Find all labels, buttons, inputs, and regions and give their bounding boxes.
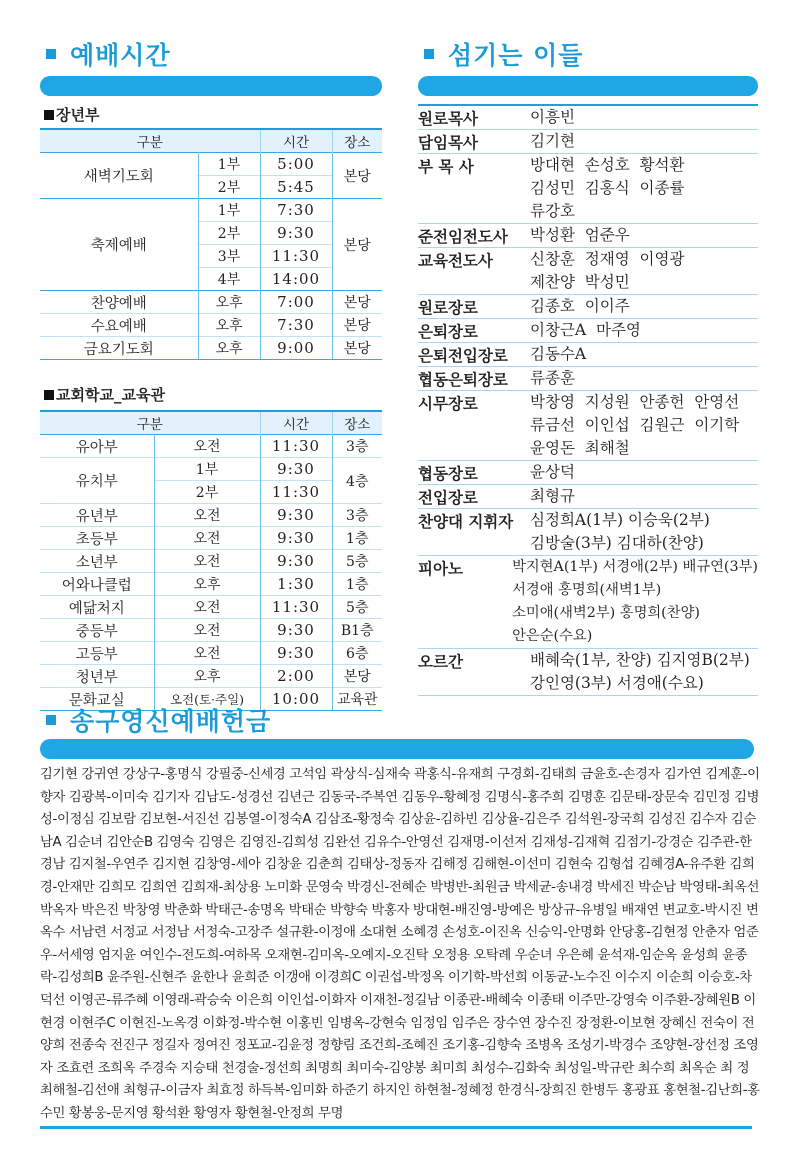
worship-title-bar [40, 76, 382, 96]
role-name-line: 이창근A 마주영 [530, 321, 641, 339]
ministers-title-bar [418, 76, 758, 96]
dept-place: 1층 [332, 527, 382, 550]
role-name-line: 이흥빈 [530, 108, 575, 126]
dept-time: 9:30 [260, 619, 332, 642]
dept-place: 5층 [332, 596, 382, 619]
role-title: 찬양대 지휘자 [418, 513, 514, 531]
role-names [530, 509, 758, 555]
dept-time: 2:00 [260, 665, 332, 688]
role-name-line: 류금선 이인섭 김원근 이기학 [530, 416, 740, 434]
dept-part: 2부 [154, 481, 260, 504]
dept-name: 예닮처지 [40, 596, 154, 619]
role-name-line: 소미애(새벽2부) 홍명희(찬양) [512, 605, 700, 621]
service-place: 본당 [332, 291, 382, 314]
role-names [530, 391, 758, 460]
dept-part: 오후 [154, 665, 260, 688]
offering-section-title [46, 702, 271, 738]
service-part: 2부 [198, 176, 260, 199]
minister-role-row [418, 295, 758, 319]
section-square-icon [424, 49, 434, 59]
role-names [530, 367, 758, 390]
service-name: 금요기도회 [40, 337, 198, 360]
service-part: 4부 [198, 268, 260, 291]
dept-place: B1층 [332, 619, 382, 642]
dept-part: 오전 [154, 550, 260, 573]
offering-donor-names: 김기현 강귀연 강상구-홍명식 강필중-신세경 고석임 곽상식-심재숙 곽홍식-유재희 구경회-김태희 금윤호-손경자 김가연 김계훈-이향자 김광복-이미숙 김기자 김남도-성경선 김년근 김동국-주복연 김동우-황혜정 김명식-홍주희 김명훈 김문태-장문숙 김민정 김병성-이정심 김보람 김보현-서진선 김봉열-이정숙A 김삼조-황정숙 김상윤-김하빈 김상율-김은주 김석원-장국희 김성진 김수자 김순남A 김순녀 김안순B 김영숙 김영은 김영진-김희성 김완선 김유수-안영선 김재명-이선저 김재성-김재혁 김점기-강경순 김주관-한경남 김지철-우연주 김지현 김창영-세아 김창윤 김춘희 김태상-정동자 김해정 김해현-이선미 김현숙 김형섭 김혜경A-유주환 김희경-안재만 김희모 김희연 김희재-최상용 노미화 문영숙 박경신-전혜순 박병반-최원금 박세균-송내경 박세진 박순남 박영태-최옥선 박옥자 박은진 박창영 박춘화 박태근-송명옥 박태순 박향숙 박홍자 방대현-배진영-방예은 방상규-유병일 배재연 변교호-박시진 변옥수 서남련 서정교 서정남 서정숙-고장주 설규환-이정애 소대현 소혜경 손성호-이진옥 신승익-안명화 안당홍-김현정 안춘자 엄준우-서세영 엄지윤 여인수-전도희-여하목 오재현-김미옥-오예지-오진탁 오정용 오탁례 우순녀 우은혜 윤석재-임순옥 윤성희 윤종락-김성희B 윤주원-신현주 윤한나 윤희준 이갱애 이경희C 이권섭-박정옥 이기학-박선희 이동균-노수진 이수지 이순희 이승호-차덕선 이영곤-류주혜 이영래-곽승숙 이은희 이인섭-이화자 이재천-정길남 이종관-배혜숙 이종태 이주만-강영숙 이주환-장혜원B 이현경 이현주C 이현진-노옥경 이화정-박수현 이홍빈 임병옥-강현숙 임정임 임주은 장수연 장수진 장정환-이보현 장혜신 전숙이 전양희 전종숙 전진구 정길자 정여진 정포교-김윤정 정향림 조건희-조혜진 조기홍-김향숙 조병옥 조성기-박경수 조양현-장선정 조영자 조효련 조희옥 주경숙 지승태 천경술-정선희 최명희 최미숙-김양봉 최미희 최성수-김화숙 최성일-박규란 최수희 최옥순 최 정 최해철-김선애 최형규-이금자 최효정 하득복-임미화 하준기 하지인 하현철-정혜정 한경식-장희진 한병두 홍광표 홍현철-김난희-홍수민 황봉웅-문지영 황석환 황영자 황현철-안정희 무명 [40, 767, 760, 1121]
school-heading [44, 384, 165, 405]
service-place: 본당 [332, 153, 382, 199]
role-title: 협동장로 [418, 465, 478, 483]
service-place: 본당 [332, 314, 382, 337]
dept-part: 오전 [154, 596, 260, 619]
service-time: 14:00 [260, 268, 332, 291]
dept-place: 4층 [332, 458, 382, 504]
role-names [530, 224, 758, 247]
role-name-line: 류종훈 [530, 369, 575, 387]
bottom-divider [40, 1126, 752, 1129]
service-time: 9:30 [260, 222, 332, 245]
service-time: 9:00 [260, 337, 332, 360]
role-title: 교육전도사 [418, 252, 493, 270]
header-time: 시간 [260, 411, 332, 435]
role-title: 은퇴전입장로 [418, 347, 508, 365]
header-category: 구분 [40, 411, 260, 435]
dept-time: 1:30 [260, 573, 332, 596]
role-name-line: 방대현 손성호 황석환 [530, 156, 685, 174]
dept-name: 문화교실 [40, 688, 154, 711]
dept-name: 소년부 [40, 550, 154, 573]
role-title: 부 목 사 [418, 158, 474, 176]
service-name: 수요예배 [40, 314, 198, 337]
role-names [512, 556, 758, 648]
role-name-line: 윤상덕 [530, 463, 575, 481]
role-name-line: 김동수A [530, 345, 587, 363]
dept-part: 오전 [154, 642, 260, 665]
minister-role-row [418, 509, 758, 556]
role-names [530, 485, 758, 508]
dept-part: 오전(토·주일) [154, 688, 260, 711]
role-name-line: 심정희A(1부) 이승욱(2부) [530, 511, 710, 529]
service-name: 축제예배 [40, 199, 198, 291]
role-names [530, 343, 758, 366]
service-part: 1부 [198, 153, 260, 176]
worship-section-title [46, 36, 171, 72]
dept-time: 11:30 [260, 435, 332, 458]
school-heading-text: 교회학교_교육관 [56, 386, 165, 404]
role-names [530, 319, 758, 342]
minister-role-row [418, 391, 758, 461]
dept-name: 유년부 [40, 504, 154, 527]
role-name-line: 서경애 홍명희(새벽1부) [512, 582, 662, 598]
adult-schedule-table [40, 128, 382, 360]
dept-time: 11:30 [260, 481, 332, 504]
dept-part: 1부 [154, 458, 260, 481]
header-place: 장소 [332, 411, 382, 435]
service-time: 7:30 [260, 314, 332, 337]
section-square-icon [46, 715, 56, 725]
role-title: 시무장로 [418, 395, 478, 413]
minister-role-row [418, 367, 758, 391]
service-part: 2부 [198, 222, 260, 245]
dept-part: 오전 [154, 504, 260, 527]
role-title: 오르간 [418, 653, 463, 671]
service-time: 7:00 [260, 291, 332, 314]
dept-part: 오후 [154, 573, 260, 596]
service-time: 5:00 [260, 153, 332, 176]
dept-time: 10:00 [260, 688, 332, 711]
minister-role-row [418, 224, 758, 248]
role-name-line: 최형규 [530, 487, 575, 505]
header-category: 구분 [40, 129, 260, 153]
role-title: 원로목사 [418, 110, 478, 128]
minister-role-row [418, 248, 758, 295]
ministers-list [418, 104, 758, 696]
dept-name: 중등부 [40, 619, 154, 642]
heading-square-icon [44, 110, 54, 120]
dept-name: 유치부 [40, 458, 154, 504]
role-title: 원로장로 [418, 299, 478, 317]
heading-square-icon [44, 390, 54, 400]
role-title: 준전임전도사 [418, 228, 508, 246]
role-name-line: 신창훈 정재영 이영광 [530, 250, 685, 268]
role-title: 협동은퇴장로 [418, 371, 508, 389]
role-name-line: 김기현 [530, 132, 575, 150]
dept-part: 오전 [154, 619, 260, 642]
minister-role-row [418, 130, 758, 154]
dept-place: 5층 [332, 550, 382, 573]
ministers-title-text: 섬기는 이들 [448, 41, 584, 70]
service-place: 본당 [332, 337, 382, 360]
dept-part: 오전 [154, 527, 260, 550]
role-name-line: 박창영 지성원 안종헌 안영선 [530, 393, 740, 411]
dept-name: 고등부 [40, 642, 154, 665]
minister-role-row [418, 556, 758, 649]
role-name-line: 류강호 [530, 202, 575, 220]
role-title: 은퇴장로 [418, 323, 478, 341]
role-name-line: 김종호 이이주 [530, 297, 630, 315]
header-place: 장소 [332, 129, 382, 153]
dept-part: 오전 [154, 435, 260, 458]
minister-role-row [418, 154, 758, 224]
adult-heading [44, 104, 99, 125]
role-name-line: 윤영돈 최해철 [530, 439, 630, 457]
service-time: 11:30 [260, 245, 332, 268]
service-part: 3부 [198, 245, 260, 268]
dept-place: 6층 [332, 642, 382, 665]
role-name-line: 제찬양 박성민 [530, 273, 630, 291]
service-place: 본당 [332, 199, 382, 291]
service-part: 오후 [198, 337, 260, 360]
dept-time: 9:30 [260, 527, 332, 550]
service-part: 오후 [198, 291, 260, 314]
role-name-line: 강인영(3부) 서경애(수요) [530, 674, 704, 692]
role-name-line: 안은순(수요) [512, 628, 593, 644]
role-names [530, 154, 758, 223]
section-square-icon [46, 49, 56, 59]
dept-time: 9:30 [260, 642, 332, 665]
dept-time: 9:30 [260, 550, 332, 573]
role-names [530, 130, 758, 153]
dept-time: 11:30 [260, 596, 332, 619]
role-title: 전입장로 [418, 489, 478, 507]
dept-time: 9:30 [260, 458, 332, 481]
service-time: 5:45 [260, 176, 332, 199]
dept-place: 3층 [332, 435, 382, 458]
role-name-line: 배혜숙(1부, 찬양) 김지영B(2부) [530, 651, 750, 669]
role-title: 담임목사 [418, 134, 478, 152]
ministers-section-title [424, 36, 583, 72]
dept-place: 교육관 [332, 688, 382, 711]
role-names [530, 295, 758, 318]
role-names [530, 461, 758, 484]
minister-role-row [418, 461, 758, 485]
dept-place: 3층 [332, 504, 382, 527]
role-names [530, 106, 758, 129]
minister-role-row [418, 649, 758, 696]
worship-title-text: 예배시간 [70, 41, 171, 70]
dept-place: 본당 [332, 665, 382, 688]
dept-name: 청년부 [40, 665, 154, 688]
service-time: 7:30 [260, 199, 332, 222]
dept-time: 9:30 [260, 504, 332, 527]
role-names [530, 649, 758, 695]
role-name-line: 박지현A(1부) 서경애(2부) 배규연(3부) [512, 559, 758, 575]
role-name-line: 김방술(3부) 김대하(찬양) [530, 534, 704, 552]
service-name: 찬양예배 [40, 291, 198, 314]
dept-name: 유아부 [40, 435, 154, 458]
role-name-line: 박성환 엄준우 [530, 226, 630, 244]
offering-title-text: 송구영신예배헌금 [70, 707, 272, 736]
offering-title-bar [40, 739, 754, 759]
minister-role-row [418, 485, 758, 509]
school-schedule-table [40, 410, 382, 711]
role-names [530, 248, 758, 294]
service-name: 새벽기도회 [40, 153, 198, 199]
role-name-line: 김성민 김홍식 이종률 [530, 179, 685, 197]
role-title: 피아노 [418, 560, 463, 578]
minister-role-row [418, 319, 758, 343]
minister-role-row [418, 343, 758, 367]
dept-name: 초등부 [40, 527, 154, 550]
service-part: 1부 [198, 199, 260, 222]
minister-role-row [418, 106, 758, 130]
header-time: 시간 [260, 129, 332, 153]
service-part: 오후 [198, 314, 260, 337]
dept-place: 1층 [332, 573, 382, 596]
adult-heading-text: 장년부 [56, 106, 100, 124]
dept-name: 어와나클럽 [40, 573, 154, 596]
